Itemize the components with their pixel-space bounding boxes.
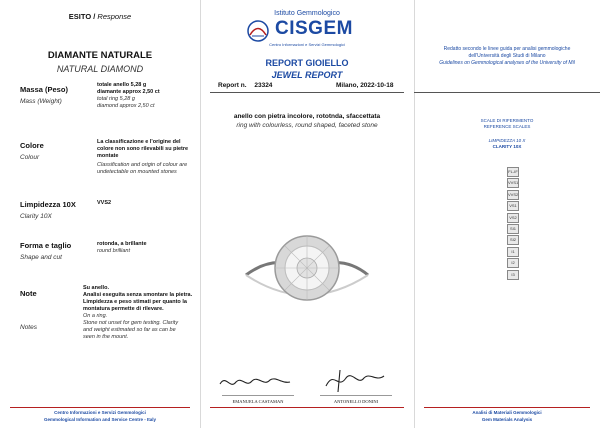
signature-donini [320,366,390,394]
clarity-grade-box: FL-IF [507,167,519,177]
shape-values [97,241,197,255]
guidelines-line1: Redatto secondo le linee guida per analisi gemmologiche [443,46,571,52]
footer-rule [10,407,190,408]
notes-value-line1: Su anello. [83,285,109,291]
colour-value-line1: La classificazione e l'origine del [97,139,181,145]
colour-value-line2: colore non sono rilevabili su pietre [97,146,189,152]
report-place-date: Milano, 2022-10-18 [336,82,394,89]
result-title-en: NATURAL DIAMOND [56,64,144,74]
clarity-label: Limpidezza 10X [20,200,76,209]
clarity-label-en: Clarity 10X [20,213,52,220]
notes-value-line2: Analisi eseguita senza smontare la pietra. [83,292,193,298]
shape-label-en: Shape and cut [20,254,62,261]
colour-label: Colore [20,141,44,150]
notes-value-line3: Limpidezza e peso stimati per quanto la [83,299,187,305]
footer-it: Analisi di Materiali Gemmologici [472,410,542,415]
clarity-grade-box: I2 [507,258,519,268]
cisgem-logo-mark [242,20,274,42]
footer-it: Centro Informazioni e Servizi Gemmologici [54,410,146,415]
clarity-grade-box: VVS1 [507,178,519,188]
clarity-grade-box: VS1 [507,201,519,211]
esito-label: ESITO / [68,12,96,21]
footer-rule [210,407,404,408]
response-label: Response [97,12,132,21]
reference-scales-en: REFERENCE SCALES [483,124,531,129]
footer-en: Gem Materials Analysis [481,417,533,422]
clarity-grade-box: SI2 [507,235,519,245]
report-number-label: Report n. [218,82,247,89]
shape-value: rotonda, a brillante [97,241,147,247]
mass-value-ring: totale anello 5,28 g [97,82,147,88]
signature-line [222,395,294,396]
clarity-value: VVS2 [97,200,112,206]
reference-scales-it: SCALE DI RIFERIMENTO [480,118,534,123]
colour-values [97,139,197,176]
signer-name-donini: ANTONELLO DONINI [333,399,379,404]
result-title: DIAMANTE NATURALE [47,50,153,61]
notes-value-en-line4: seen in the mount. [83,334,129,340]
shape-label: Forma e taglio [20,241,72,250]
notes-value-en-line1: On a ring. [83,313,108,319]
guidelines-line2: dell'Università degli Studi di Milano [468,53,546,59]
mass-label-en: Mass (Weight) [20,98,62,105]
colour-value-en-line1: Classification and origin of colour are [97,162,188,168]
header-rule [414,92,600,93]
item-description-en: ring with colourless, round shaped, faceted stone [236,122,378,129]
colour-value-en-line2: undetectable on mounted stones [97,169,177,175]
mass-value-diamond: diamante approx 2,50 ct [97,89,160,95]
notes-label: Note [20,289,37,298]
middle-panel [200,0,414,428]
reference-scales-heading [414,118,600,130]
item-description: anello con pietra incolore, rototnda, sfaccettata [233,113,381,120]
clarity-scale-en: CLARITY 10X [492,144,522,149]
report-title-en: JEWEL REPORT [271,70,343,80]
mass-value-ring-en: total ring 5,28 g [97,96,135,102]
clarity-grade-box: VS2 [507,213,519,223]
clarity-grade-box: SI1 [507,224,519,234]
notes-label-en: Notes [20,324,37,331]
signature-castaman [216,372,296,394]
cisgem-logo-text: CISGEM [275,18,353,39]
notes-values [83,285,198,341]
signature-line [320,395,392,396]
ring-photo [242,225,372,315]
footer-en: Gemmological Information and Service Centre - Italy [43,417,157,422]
clarity-grade-box: I1 [507,247,519,257]
header-rule [210,92,404,93]
colour-label-en: Colour [20,154,40,161]
notes-value-line4: montatura permette di rilevare. [83,306,164,312]
guidelines-note [414,46,600,67]
clarity-scale-it: LIMPIDEZZA 10 X [488,138,526,143]
notes-value-en-line3: and weight estimated so far as can be [83,327,176,333]
report-title: REPORT GIOIELLO [265,58,349,68]
clarity-grade-box: I3 [507,270,519,280]
report-number-value: 23324 [254,82,273,89]
mass-value-diamond-en: diamond approx 2,50 ct [97,103,155,109]
shape-value-en: round brilliant [97,248,131,254]
logo-subtitle: Centro Informazioni e Servizi Gemmologici [269,42,345,47]
clarity-grade-box: VVS2 [507,190,519,200]
guidelines-line3: Guidelines on Gemmological analyses of the University of Mil [439,60,575,66]
mass-label: Massa (Peso) [20,85,68,94]
footer-rule [424,407,590,408]
signer-name-castaman: EMANUELA CASTAMAN [232,399,284,404]
left-panel [0,0,200,428]
mass-values [97,82,197,110]
notes-value-en-line2: Stone not unset for gem testing. Clarity [83,320,179,326]
institute-name: Istituto Gemmologico [274,10,340,17]
result-heading [0,12,200,21]
report-number [218,82,272,89]
colour-value-line3: montate [97,153,119,159]
clarity-scale-heading [414,138,600,150]
